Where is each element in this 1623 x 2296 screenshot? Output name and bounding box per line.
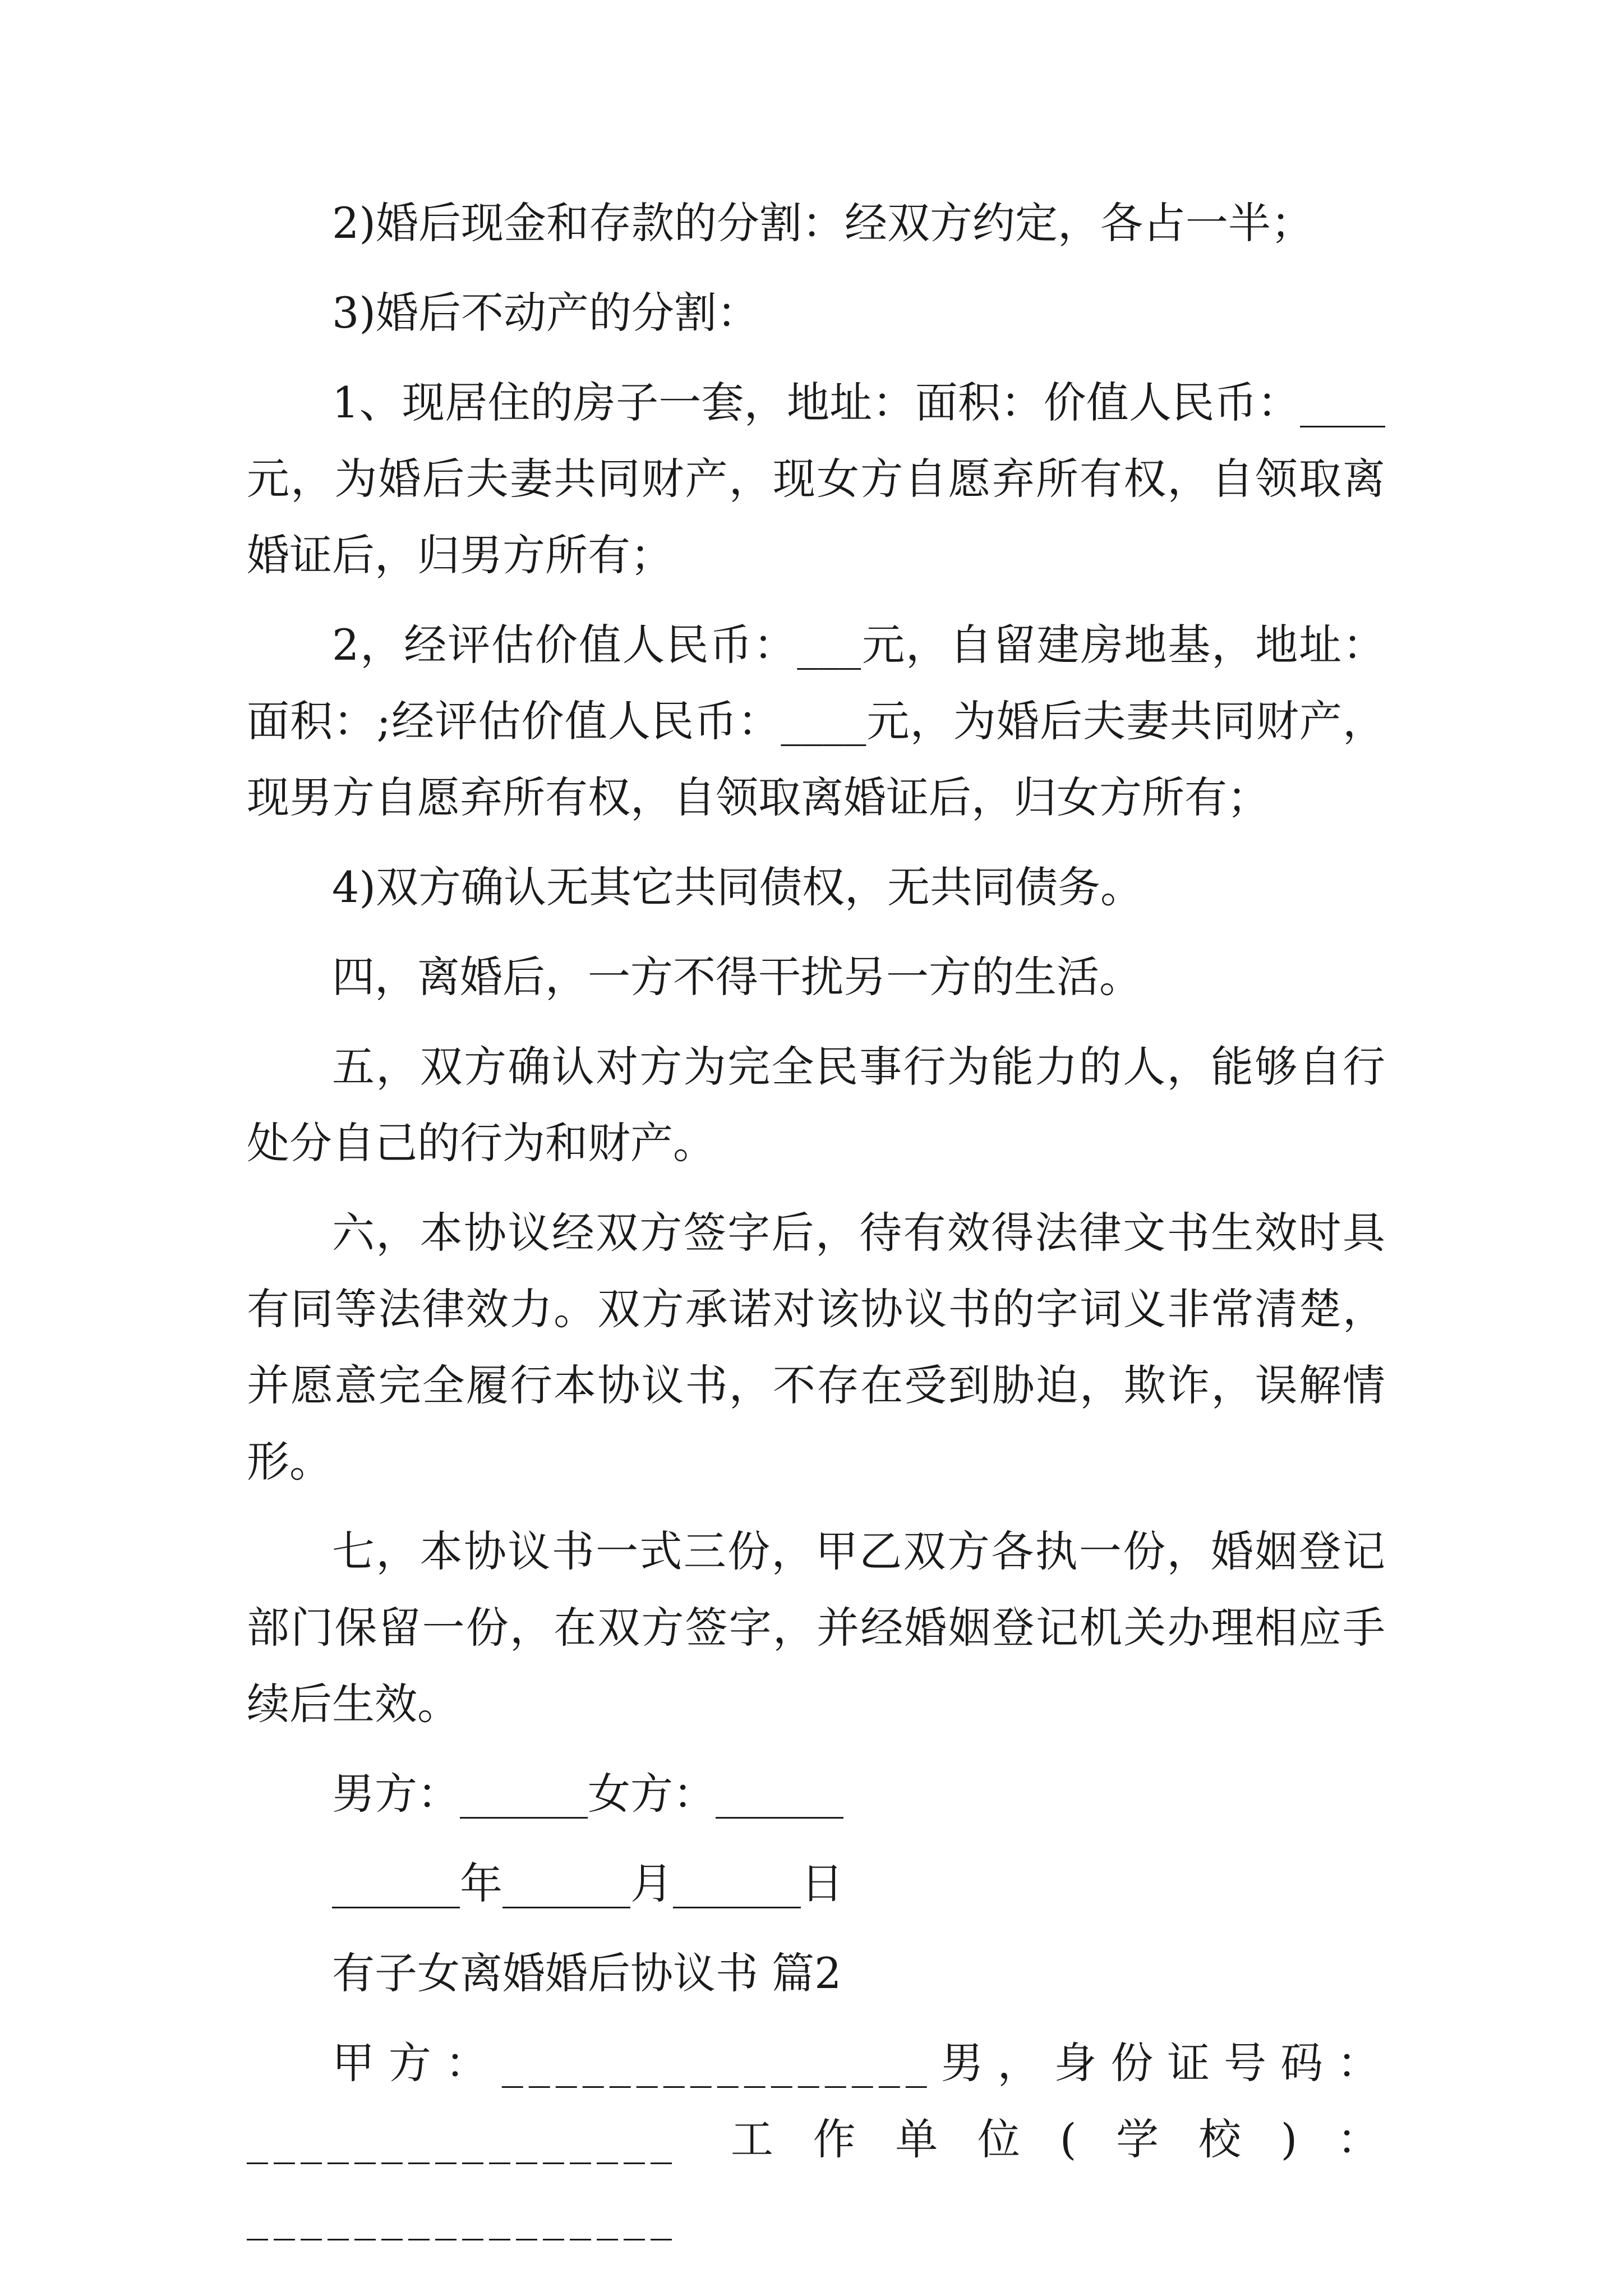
section-title: 有子女离婚婚后协议书 篇2	[332, 1948, 842, 1998]
paragraph-article-six: 六，本协议经双方签字后，待有效得法律文书生效时具有同等法律效力。双方承诺对该协议书的字词义非常清楚，并愿意完全履行本协议书，不存在受到胁迫，欺诈，误解情形。	[247, 1208, 1385, 1487]
party-a-info: 甲方：________________男，身份证号码：________________ 工作单位(学校)：________________	[247, 2038, 1385, 2240]
document-body	[247, 185, 1385, 2254]
paragraph-article-five: 五，双方确认对方为完全民事行为能力的人，能够自行处分自己的行为和财产。	[247, 1042, 1385, 1168]
paragraph-article-four: 四，离婚后，一方不得干扰另一方的生活。	[332, 952, 1142, 1002]
date-line: ______年______月______日	[332, 1858, 843, 1908]
paragraph-article-seven: 七，本协议书一式三份，甲乙双方各执一份，婚姻登记部门保留一份，在双方签字，并经婚姻登记机关办理相应手续后生效。	[247, 1526, 1385, 1729]
paragraph-land-clause: 2，经评估价值人民币：___元，自留建房地基，地址：面积：;经评估价值人民币：____元，为婚后夫妻共同财产，现男方自愿弃所有权，自领取离婚证后，归女方所有；	[247, 620, 1385, 822]
paragraph-debt-clause: 4)双方确认无其它共同债权，无共同债务。	[332, 862, 1144, 912]
paragraph-house-clause: 1、现居住的房子一套，地址：面积：价值人民币：____元，为婚后夫妻共同财产，现女方自愿弃所有权，自领取离婚证后，归男方所有；	[247, 378, 1385, 580]
signature-line: 男方：______女方：______	[332, 1769, 843, 1819]
paragraph-real-estate-heading: 3)婚后不动产的分割：	[332, 288, 760, 338]
paragraph-cash-division: 2)婚后现金和存款的分割：经双方约定，各占一半；	[332, 198, 1314, 248]
